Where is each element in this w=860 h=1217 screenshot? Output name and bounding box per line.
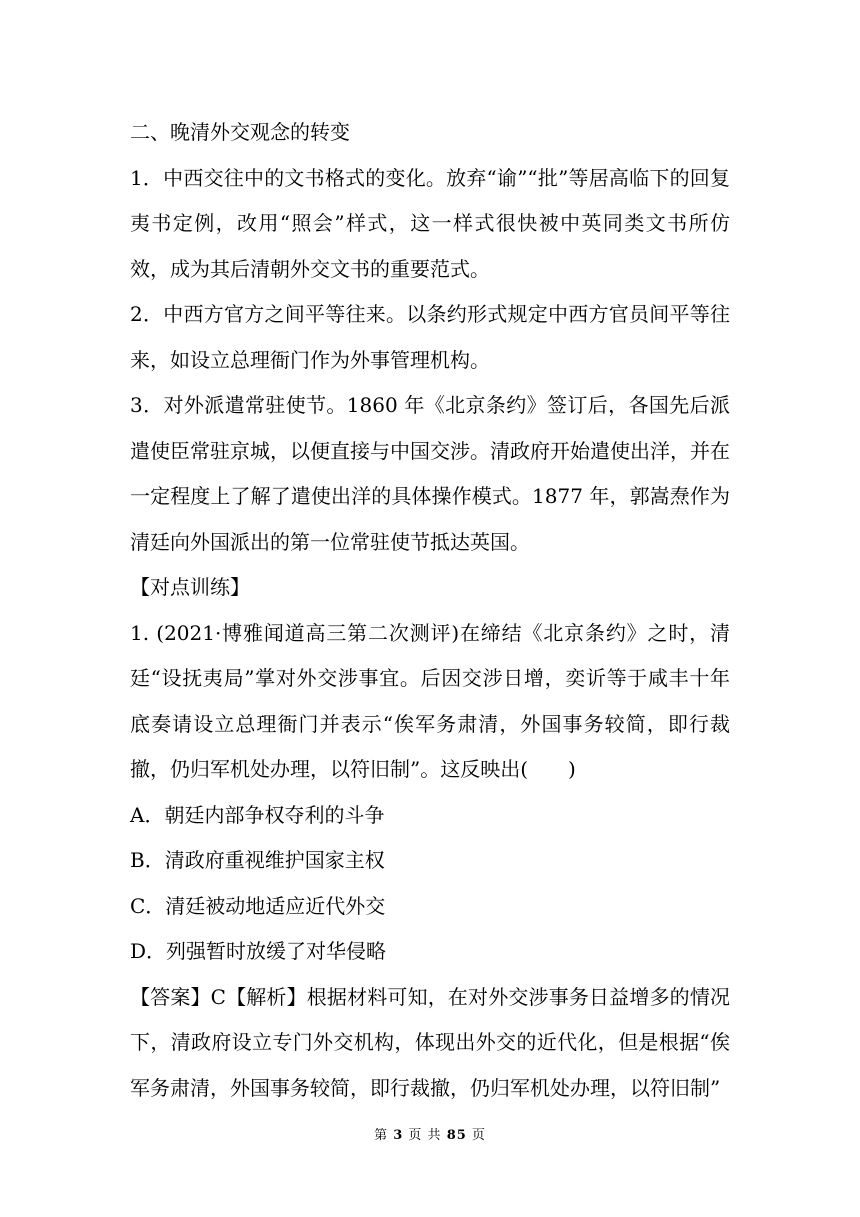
section-heading: 二、晚清外交观念的转变 — [130, 120, 350, 144]
footer-page-number: 3 — [393, 1128, 404, 1143]
answer-explanation: 【答案】C【解析】根据材料可知，在对外交涉事务日益增多的情况下，清政府设立专门外交机构，体现出外交的近代化，但是根据“俟军务肃清，外国事务较简，即行裁撤，仍归军机处办理，以符旧制” — [130, 984, 730, 1100]
option-b: B．清政府重视维护国家主权 — [130, 848, 385, 872]
question-text: 1. (2021·博雅闻道高三第二次测评)在缔结《北京条约》之时，清廷“设抚夷局”掌对外交涉事宜。后因交涉日增，奕䜣等于咸丰十年底奏请设立总理衙门并表示“俟军务肃清，外国事务较简，即行裁撤，仍归军机处办理，以符旧制”。这反映出( ) — [130, 620, 730, 781]
practice-label: 【对点训练】 — [130, 575, 250, 599]
point-3: 3．对外派遣常驻使节。1860 年《北京条约》签订后，各国先后派遣使臣常驻京城，以便直接与中国交涉。清政府开始遣使出洋，并在一定程度上了解了遣使出洋的具体操作模式。1877 年，郭嵩焘作为清廷向外国派出的第一位常驻使节抵达英国。 — [130, 393, 730, 554]
page-content — [130, 110, 730, 1111]
option-d: D．列强暂时放缓了对华侵略 — [130, 939, 387, 963]
footer-total-pages: 85 — [446, 1128, 467, 1143]
point-2: 2．中西方官方之间平等往来。以条约形式规定中西方官员间平等往来，如设立总理衙门作为外事管理机构。 — [130, 302, 730, 372]
page-footer — [0, 1126, 860, 1146]
footer-prefix: 第 — [374, 1128, 389, 1143]
option-a: A．朝廷内部争权夺利的斗争 — [130, 802, 385, 827]
option-c: C．清廷被动地适应近代外交 — [130, 893, 386, 918]
point-1: 1．中西交往中的文书格式的变化。放弃“谕”“批”等居高临下的回复夷书定例，改用“照会”样式，这一样式很快被中英同类文书所仿效，成为其后清朝外交文书的重要范式。 — [130, 165, 730, 281]
footer-suffix: 页 — [471, 1128, 486, 1143]
footer-middle: 页 共 — [408, 1128, 442, 1143]
